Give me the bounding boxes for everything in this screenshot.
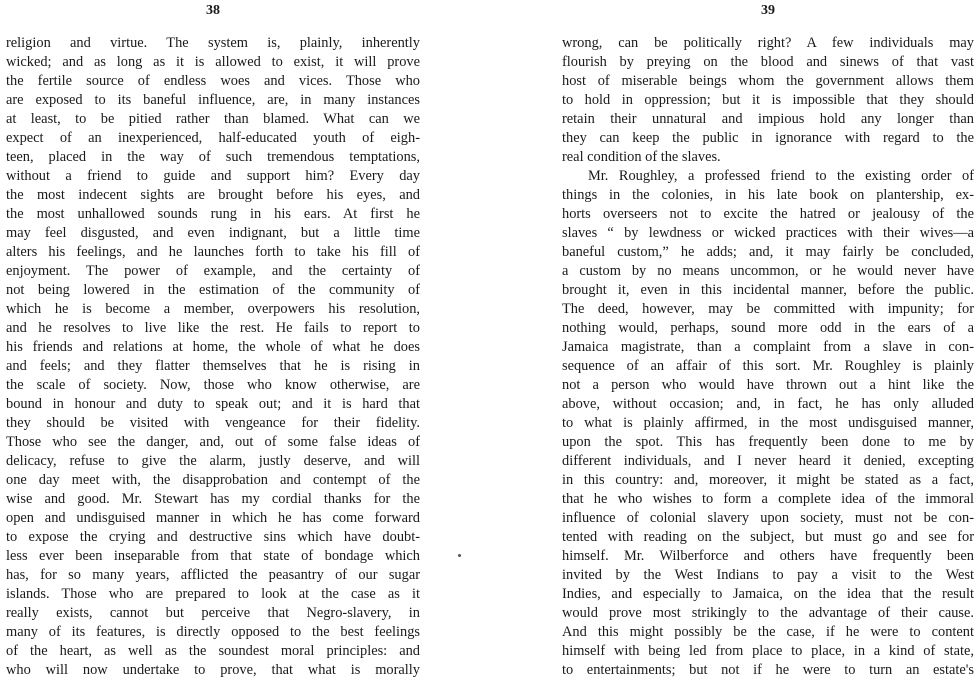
text-line: alters his feelings, and he launches forth to take his fill of [6,244,420,260]
text-line: religion and virtue. The system is, plainly, inherently [6,35,420,51]
text-line: and he resolves to live like the rest. He fails to report to [6,320,420,336]
text-line: different individuals, and I never heard it denied, excepting [562,453,974,469]
text-line: the scale of society. Now, those who know otherwise, are [6,377,420,393]
text-line: that he who wishes to form a complete idea of the immoral [562,491,974,507]
text-line: one day meet with, the disapprobation and contempt of the [6,472,420,488]
text-line: brought it, even in this incidental manner, before the public. [562,282,974,298]
text-line: to what is plainly affirmed, in the most undisguised manner, [562,415,974,431]
text-line: has, for so many years, afflicted the peasantry of our sugar [6,567,420,583]
text-line: really exists, cannot but perceive that Negro-slavery, in [6,605,420,621]
gutter-mark [458,554,461,557]
text-line: open and undisguised manner in which he has come forward [6,510,420,526]
page-body [6,34,420,680]
text-line: they should be visited with vengeance for their fidelity. [6,415,420,431]
text-line: horts overseers not to excite the hatred or jealousy of the [562,206,974,222]
text-line: to expose the crying and destructive sins which have doubt- [6,529,420,545]
text-line: And this might possibly be the case, if he were to content [562,624,974,640]
text-line: baneful custom,” he adds; and, it may fairly be concluded, [562,244,974,260]
text-line: retain their unnatural and impious hold any longer than [562,111,974,127]
text-line: bound in honour and duty to speak out; and it is hard that [6,396,420,412]
text-line: invited by the West Indians to pay a visit to the West [562,567,974,583]
text-line: to entertainments; but not if he were to turn an estate's [562,662,974,678]
text-line: in this country: and, moreover, it might be stated as a fact, [562,472,974,488]
text-line: the most unhallowed sounds rung in his ears. At first he [6,206,420,222]
text-line: a custom by no means uncommon, or he would never have [562,263,974,279]
text-line: Mr. Roughley, a professed friend to the existing order of [588,168,974,184]
text-line: delicacy, refuse to give the alarm, justly deserve, and will [6,453,420,469]
text-line: wise and good. Mr. Stewart has my cordial thanks for the [6,491,420,507]
text-line: himself. Mr. Wilberforce and others have frequently been [562,548,974,564]
page-number: 38 [206,3,220,18]
text-line: of the heart, as well as the soundest moral principles: and [6,643,420,659]
text-line: not being lowered in the estimation of the community of [6,282,420,298]
text-line: and feels; and they flatter themselves that he is rising in [6,358,420,374]
text-line: without a friend to guide and support him? Every day [6,168,420,184]
text-line: host of miserable beings whom the government allows them [562,73,974,89]
text-line: enjoyment. The power of example, and the certainty of [6,263,420,279]
text-line: at least, to be pitied rather than blamed. What can we [6,111,420,127]
text-line: upon the spot. This has frequently been done to me by [562,434,974,450]
text-line: flourish by preying on the blood and sinews of that vast [562,54,974,70]
text-line: islands. Those who are prepared to look at the case as it [6,586,420,602]
text-line: real condition of the slaves. [562,149,721,165]
text-line: Indies, and especially to Jamaica, on the idea that the result [562,586,974,602]
text-line: nothing would, perhaps, sound more odd in the ears of a [562,320,974,336]
text-line: Jamaica magistrate, than a complaint from a slave in con- [562,339,974,355]
text-line: sequence of an affair of this sort. Mr. Roughley is plainly [562,358,974,374]
text-line: wrong, can be politically right? A few individuals may [562,35,974,51]
text-line: many of its features, is directly opposed to the best feelings [6,624,420,640]
text-line: tented with reading on the subject, but must go and see for [562,529,974,545]
text-line: would prove most strikingly to the advantage of their cause. [562,605,974,621]
text-line: they can keep the public in ignorance with regard to the [562,130,974,146]
text-line: things in the colonies, in his late book on plantership, ex- [562,187,974,203]
page-number: 39 [761,3,775,18]
text-line: which he is become a member, overpowers his resolution, [6,301,420,317]
text-line: teen, placed in the way of such tremendous temptations, [6,149,420,165]
text-line: who will now undertake to prove, that what is morally [6,662,420,678]
page-body [562,34,974,680]
text-line: wicked; and as long as it is allowed to exist, it will prove [6,54,420,70]
text-line: are exposed to its baneful influence, are, in many instances [6,92,420,108]
text-line: less ever been inseparable from that state of bondage which [6,548,420,564]
text-line: may feel disgusted, and even indignant, but a little time [6,225,420,241]
text-line: his friends and relations at home, the whole of what he does [6,339,420,355]
text-line: Those who see the danger, and, out of some false ideas of [6,434,420,450]
text-line: expect of an inexperienced, half-educated youth of eigh- [6,130,420,146]
text-line: not a person who would have thrown out a hint like the [562,377,974,393]
text-line: influence of colonial slavery upon society, must not be con- [562,510,974,526]
text-line: above, without occasion; and, in fact, he has only alluded [562,396,974,412]
text-line: The deed, however, may be committed with impunity; for [562,301,974,317]
text-line: to hold in oppression; but it is impossible that they should [562,92,974,108]
text-line: himself with being led from place to place, in a kind of state, [562,643,974,659]
text-line: the most indecent sights are brought before his eyes, and [6,187,420,203]
text-line: slaves “ by lewdness or wicked practices with their wives—a [562,225,974,241]
text-line: the fertile source of endless woes and vices. Those who [6,73,420,89]
